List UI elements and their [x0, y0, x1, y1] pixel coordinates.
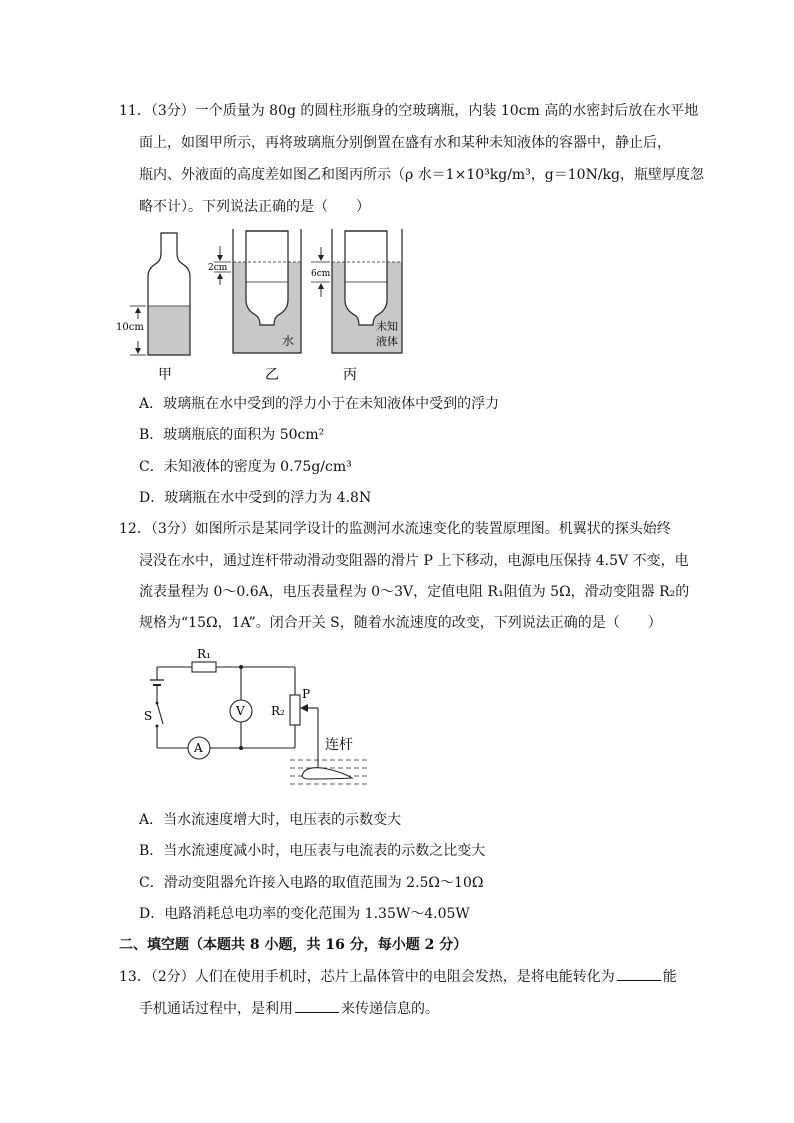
q11-line-2: 面上，如图甲所示，再将玻璃瓶分别倒置在盛有水和某种未知液体的容器中，静止后，: [139, 135, 671, 151]
q11-line-1: 11．（3分）一个质量为 80g 的圆柱形瓶身的空玻璃瓶，内装 10cm 高的水密封后放在水平地: [119, 103, 699, 119]
q13-line-2-text: 手机通话过程中，是利用: [139, 1001, 293, 1017]
label-water: 水: [282, 334, 295, 348]
caption-bing: 丙: [343, 367, 357, 383]
label-rod: 连杆: [325, 737, 353, 753]
label-unknown-2: 液体: [376, 335, 398, 348]
label-2cm: 2cm: [208, 263, 228, 273]
label-6cm: 6cm: [311, 269, 331, 279]
resistor-r1: [192, 662, 216, 672]
q12-option-d: D．电路消耗总电功率的变化范围为 1.35W～4.05W: [139, 906, 470, 922]
q12-line-3: 流表量程为 0～0.6A，电压表量程为 0～3V，定值电阻 R₁阻值为 5Ω，滑动变阻器 R₂的: [139, 584, 690, 600]
q13-line-2-suffix: 来传递信息的。: [341, 1001, 439, 1017]
label-s: S: [144, 709, 153, 723]
label-a: A: [194, 741, 203, 755]
q11-option-b: B．玻璃瓶底的面积为 50cm²: [139, 427, 325, 443]
label-r1: R₁: [197, 647, 211, 661]
label-p: P: [302, 687, 311, 701]
q13-blank-2[interactable]: [295, 998, 339, 1013]
wing-probe: [302, 768, 352, 779]
q13-line-1: [119, 966, 677, 987]
section-2-title: 二、填空题（本题共 8 小题，共 16 分，每小题 2 分）: [119, 937, 468, 953]
q12-circuit-figure: [140, 640, 380, 800]
switch-s: [157, 703, 163, 724]
rheostat-r2: [290, 695, 300, 725]
q11-figure: [110, 225, 420, 385]
label-r2: R₂: [271, 704, 285, 718]
caption-yi: 乙: [265, 367, 279, 383]
bottle-jia: [130, 233, 190, 355]
q13-line-1-text: 13．（2分）人们在使用手机时，芯片上晶体管中的电阻会发热，是将电能转化为: [119, 969, 615, 985]
q11-option-d: D．玻璃瓶在水中受到的浮力为 4.8N: [139, 490, 372, 506]
q11-option-a: A．玻璃瓶在水中受到的浮力小于在未知液体中受到的浮力: [139, 396, 500, 412]
q12-option-c: C．滑动变阻器允许接入电路的取值范围为 2.5Ω～10Ω: [139, 875, 484, 891]
q12-line-1: 12．（3分）如图所示是某同学设计的监测河水流速变化的装置原理图。机翼状的探头始终: [119, 521, 671, 537]
q11-line-3: 瓶内、外液面的高度差如图乙和图丙所示（ρ 水＝1×10³kg/m³，g＝10N/kg，瓶壁厚度忽: [139, 167, 704, 183]
q12-option-b: B．当水流速度减小时，电压表与电流表的示数之比变大: [139, 843, 486, 859]
q12-line-2: 浸没在水中，通过连杆带动滑动变阻器的滑片 P 上下移动，电源电压保持 4.5V 不变，电: [139, 553, 689, 569]
q11-line-4: 略不计）。下列说法正确的是（ ）: [139, 199, 370, 215]
q13-line-2: [139, 998, 439, 1019]
label-unknown-1: 未知: [376, 320, 398, 333]
label-v: V: [236, 704, 245, 718]
label-10cm: 10cm: [116, 322, 144, 333]
q12-option-a: A．当水流速度增大时，电压表的示数变大: [139, 812, 402, 828]
q13-line-1-suffix: 能: [662, 969, 677, 985]
q11-option-c: C．未知液体的密度为 0.75g/cm³: [139, 459, 352, 475]
q13-blank-1[interactable]: [617, 966, 661, 981]
q12-line-4: 规格为“15Ω，1A”。闭合开关 S，随着水流速度的改变，下列说法正确的是（ ）: [139, 615, 662, 631]
slider-p: [300, 704, 308, 712]
caption-jia: 甲: [158, 367, 172, 383]
